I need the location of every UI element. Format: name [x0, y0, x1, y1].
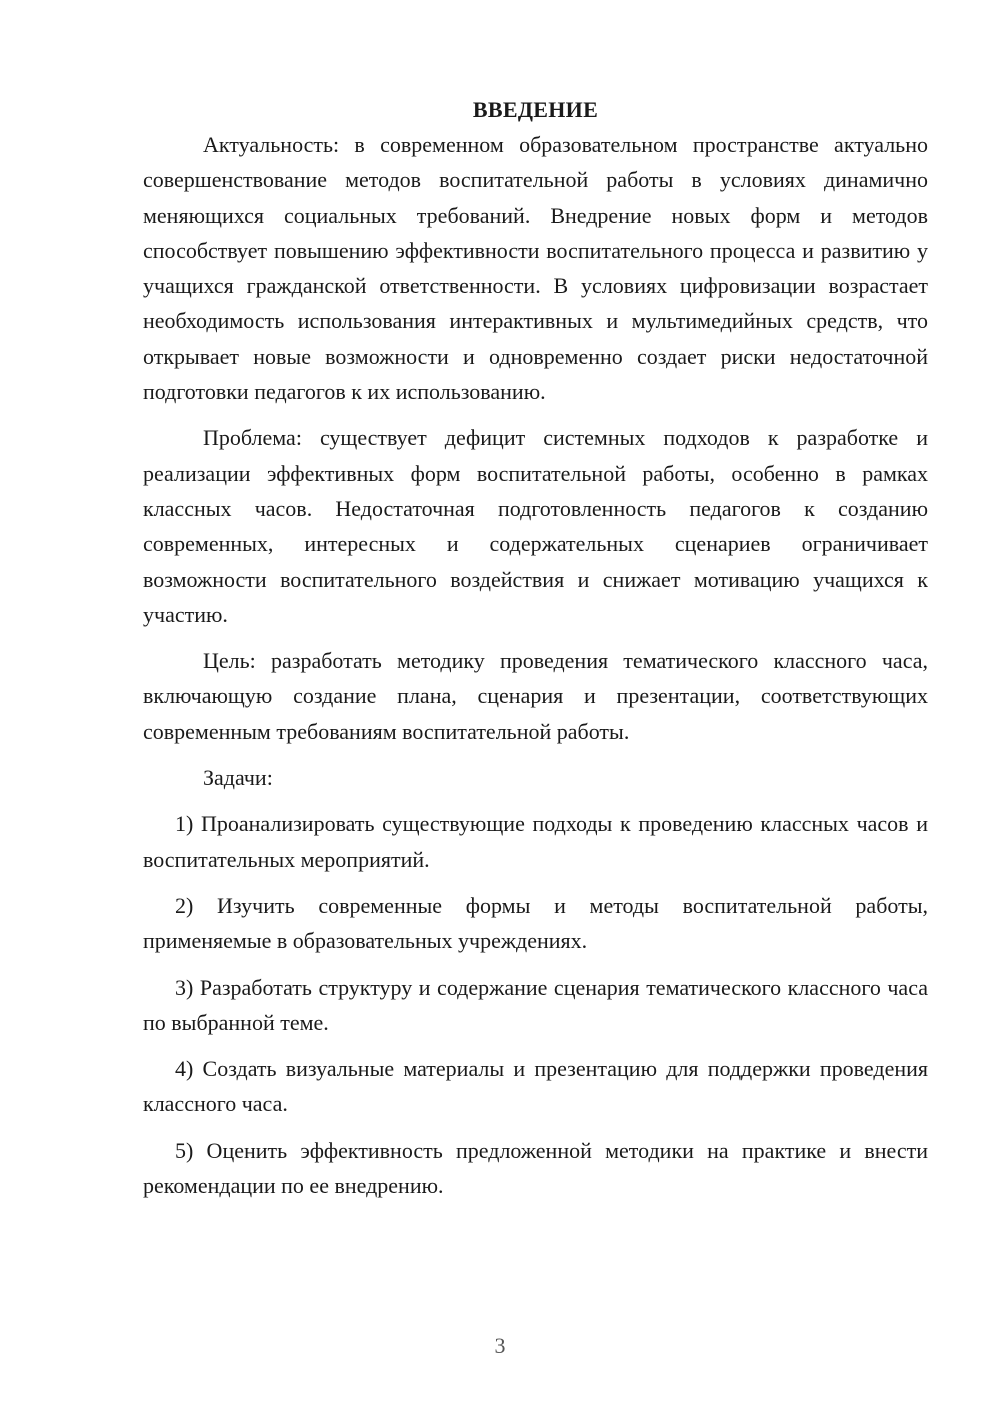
- section-heading: ВВЕДЕНИЕ: [472, 97, 599, 122]
- task-item-3: 3) Разработать структуру и содержание сценария тематического классного часа по выбранной теме.: [143, 974, 928, 1035]
- task-item-5: 5) Оценить эффективность предложенной методики на практике и внести рекомендации по ее внедрению.: [143, 1137, 928, 1199]
- paragraph-problem: Проблема: существует дефицит системных подходов к разработке и реализации эффективных форм воспитательной работы, особенно в рамках классных часов. Недостаточная подготовленность педагогов к созданию современных, интересных и содержательных сценариев ограничивает возможности воспитательного воздействия и снижает мотивацию учащихся к участию.: [143, 425, 928, 627]
- page-number: 3: [494, 1333, 506, 1358]
- document-page: [143, 92, 928, 1203]
- task-item-4: 4) Создать визуальные материалы и презентацию для поддержки проведения классного часа.: [143, 1056, 928, 1117]
- paragraph-relevance: Актуальность: в современном образовательном пространстве актуально совершенствование методов воспитательной работы в условиях динамично меняющихся социальных требований. Внедрение новых форм и методов способствует повышению эффективности воспитательного процесса и развитию у учащихся гражданской ответственности. В условиях цифровизации возрастает необходимость использования интерактивных и мультимедийных средств, что открывает новые возможности и одновременно создает риски недостаточной подготовки педагогов к их использованию.: [143, 132, 928, 405]
- task-item-1: 1) Проанализировать существующие подходы к проведению классных часов и воспитательных мероприятий.: [143, 811, 928, 872]
- paragraph-goal: Цель: разработать методику проведения тематического классного часа, включающую создание плана, сценария и презентации, соответствующих современным требованиям воспитательной работы.: [143, 648, 928, 744]
- task-item-2: 2) Изучить современные формы и методы воспитательной работы, применяемые в образовательных учреждениях.: [143, 892, 928, 954]
- tasks-label: Задачи:: [203, 765, 273, 791]
